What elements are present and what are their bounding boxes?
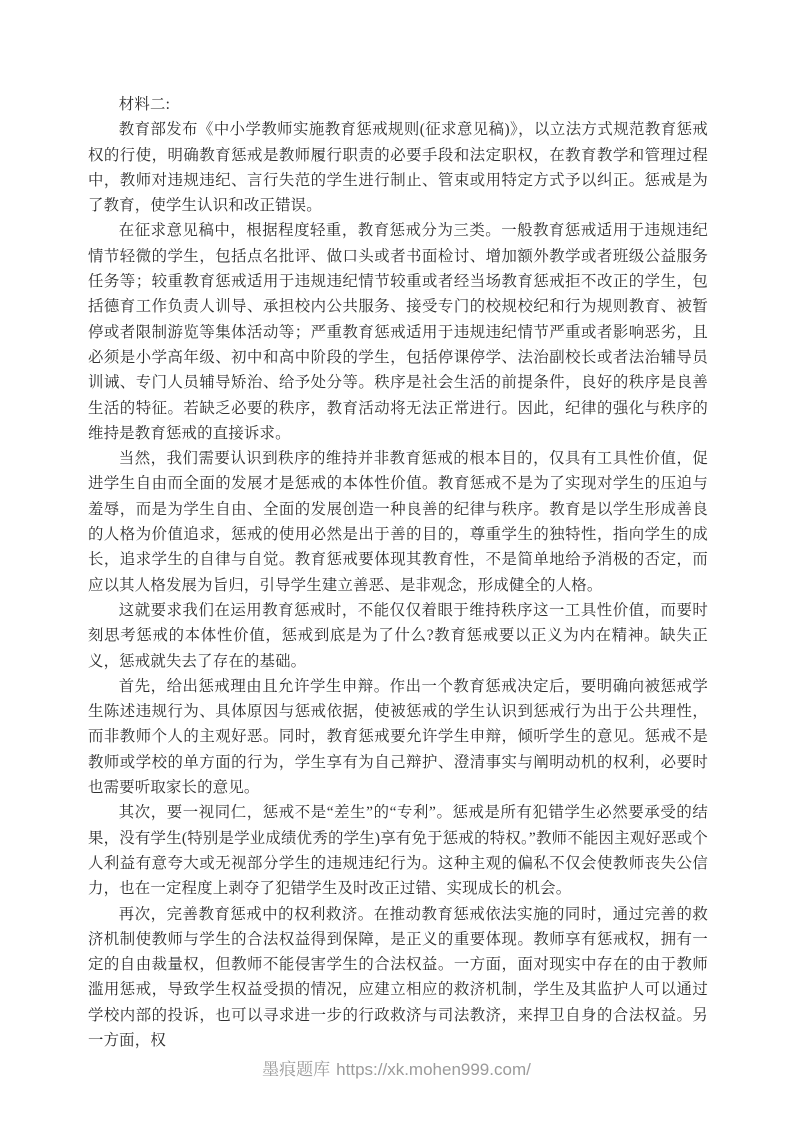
paragraph: 首先，给出惩戒理由且允许学生申辩。作出一个教育惩戒决定后，要明确向被惩戒学生陈述违规行为、具体原因与惩戒依据，使被惩戒的学生认识到惩戒行为出于公共理性，而非教师个人的主观好恶。同时，教育惩戒要允许学生申辩，倾听学生的意见。惩戒不是教师或学校的单方面的行为，学生享有为自己辩护、澄清事实与阐明动机的权利，必要时也需要听取家长的意见。 — [88, 677, 708, 797]
site-watermark — [0, 1058, 793, 1082]
paragraph: 再次，完善教育惩戒中的权利救济。在推动教育惩戒依法实施的同时，通过完善的救济机制使教师与学生的合法权益得到保障，是正义的重要体现。教师享有惩戒权，拥有一定的自由裁量权，但教师不能侵害学生的合法权益。一方面，面对现实中存在的由于教师滥用惩戒，导致学生权益受损的情况，应建立相应的救济机制，学生及其监护人可以通过学校内部的投诉，也可以寻求进一步的行政救济与司法教济，来捍卫自身的合法权益。另一方面，权 — [88, 905, 708, 1049]
material-heading: 材料二: — [118, 96, 171, 113]
paragraph: 教育部发布《中小学教师实施教育惩戒规则(征求意见稿)》，以立法方式规范教育惩戒权的行使，明确教育惩戒是教师履行职责的必要手段和法定职权，在教育教学和管理过程中，教师对违规违纪、言行失范的学生进行制止、管束或用特定方式予以纠正。惩戒是为了教育，使学生认识和改正错误。 — [88, 121, 708, 215]
paragraph: 其次，要一视同仁，惩戒不是“差生”的“专利”。惩戒是所有犯错学生必然要承受的结果，没有学生(特别是学业成绩优秀的学生)享有免于惩戒的特权。”教师不能因主观好恶或个人利益有意夸大或无视部分学生的违规违纪行为。这种主观的偏私不仅会使教师丧失公信力，也在一定程度上剥夺了犯错学生及时改正过错、实现成长的机会。 — [88, 804, 708, 898]
watermark-site-name: 墨痕题库 — [262, 1060, 331, 1079]
paragraph: 在征求意见稿中，根据程度轻重，教育惩戒分为三类。一般教育惩戒适用于违规违纪情节轻微的学生，包括点名批评、做口头或者书面检讨、增加额外教学或者班级公益服务任务等；较重教育惩戒适用于违规违纪情节较重或者经当场教育惩戒拒不改正的学生，包括德育工作负责人训导、承担校内公共服务、接受专门的校规校纪和行为规则教育、被暂停或者限制游览等集体活动等；严重教育惩戒适用于违规违纪情节严重或者影响恶劣，且必须是小学高年级、初中和高中阶段的学生，包括停课停学、法治副校长或者法治辅导员训诫、专门人员辅导矫治、给予处分等。秩序是社会生活的前提条件，良好的秩序是良善生活的特征。若缺乏必要的秩序，教育活动将无法正常进行。因此，纪律的强化与秩序的维持是教育惩戒的直接诉求。 — [88, 222, 708, 442]
watermark-site-url: https://xk.mohen999.com/ — [336, 1060, 531, 1079]
material-body — [88, 92, 708, 1053]
paragraph: 这就要求我们在运用教育惩戒时，不能仅仅着眼于维持秩序这一工具性价值，而要时刻思考惩戒的本体性价值，惩戒到底是为了什么?教育惩戒要以正义为内在精神。缺失正义，惩戒就失去了存在的基础。 — [88, 601, 708, 670]
paragraph: 当然，我们需要认识到秩序的维持并非教育惩戒的根本目的，仅具有工具性价值，促进学生自由而全面的发展才是惩戒的本体性价值。教育惩戒不是为了实现对学生的压迫与羞辱，而是为学生自由、全面的发展创造一种良善的纪律与秩序。教育是以学生形成善良的人格为价值追求，惩戒的使用必然是出于善的目的，尊重学生的独特性，指向学生的成长，追求学生的自律与自觉。教育惩戒要体现其教育性，不是简单地给予消极的否定，而应以其人格发展为旨归，引导学生建立善恶、是非观念，形成健全的人格。 — [88, 450, 708, 594]
